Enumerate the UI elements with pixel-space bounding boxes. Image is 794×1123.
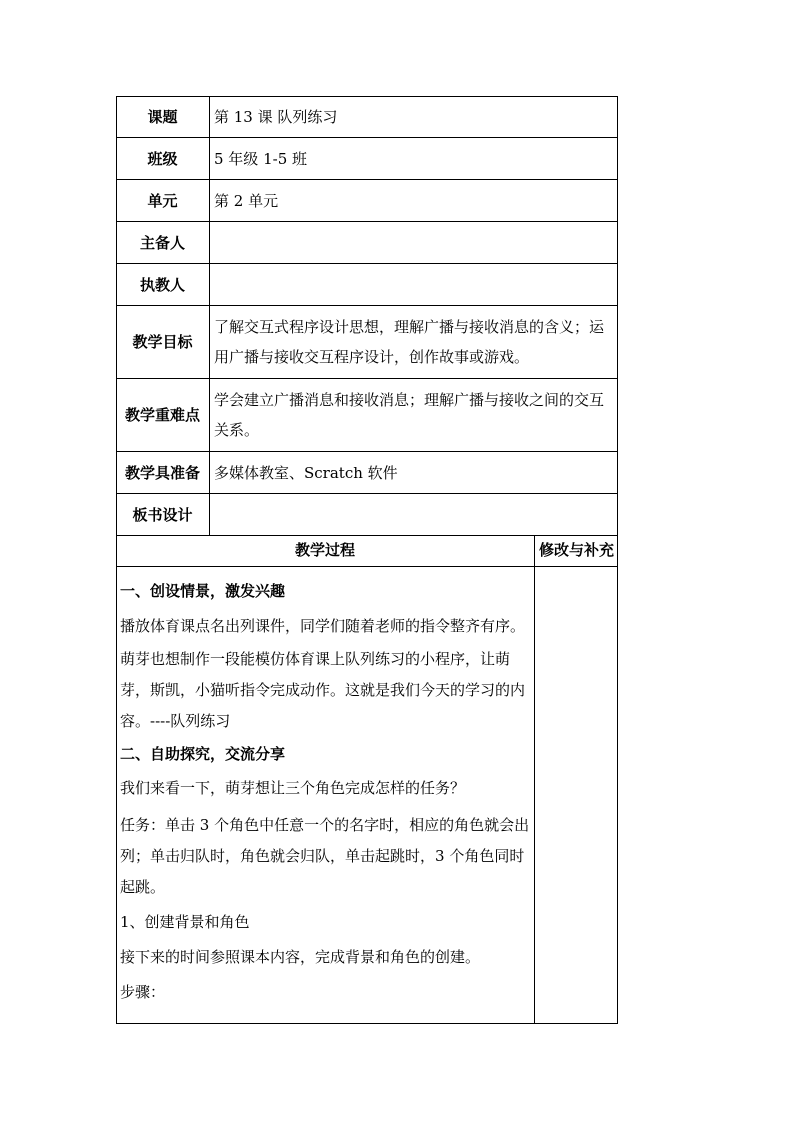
column-divider (209, 96, 210, 536)
row-value-unit: 第 2 单元 (214, 192, 279, 210)
row-divider (116, 493, 618, 494)
row-divider (116, 221, 618, 222)
row-label-materials: 教学具准备 (124, 464, 200, 482)
row-divider (116, 535, 618, 536)
row-value-key-points: 学会建立广播消息和接收消息；理解广播与接收之间的交互关系。 (214, 391, 605, 439)
row-divider (116, 137, 618, 138)
revision-header: 修改与补充 (538, 541, 614, 559)
row-label-board-design: 板书设计 (132, 506, 193, 524)
process-header: 教学过程 (294, 541, 355, 559)
row-divider (116, 179, 618, 180)
row-value-class: 5 年级 1-5 班 (214, 150, 308, 168)
row-value-objectives: 了解交互式程序设计思想，理解广播与接收消息的含义；运用广播与接收交互程序设计，创作故事或游戏。 (214, 318, 605, 366)
section-heading: 一、创设情景，激发兴趣 (120, 582, 286, 600)
section-heading: 二、自助探究，交流分享 (120, 745, 286, 763)
row-divider (116, 566, 618, 567)
row-value-topic: 第 13 课 队列练习 (214, 108, 338, 126)
row-label-teacher: 执教人 (139, 276, 185, 294)
row-label-objectives: 教学目标 (132, 333, 193, 351)
process-paragraph: 1、创建背景和角色 (120, 913, 250, 931)
process-paragraph: 任务：单击 3 个角色中任意一个的名字时，相应的角色就会出列；单击归队时，角色就会归队，单击起跳时，3 个角色同时起跳。 (120, 816, 530, 896)
row-value-materials: 多媒体教室、Scratch 软件 (214, 464, 398, 482)
row-label-preparer: 主备人 (139, 234, 185, 252)
process-paragraph: 接下来的时间参照课本内容，完成背景和角色的创建。 (120, 948, 481, 966)
process-content (120, 576, 534, 1008)
row-label-class: 班级 (147, 150, 178, 168)
process-paragraph: 步骤： (120, 983, 166, 1001)
row-divider (116, 305, 618, 306)
row-label-unit: 单元 (147, 192, 178, 210)
row-divider (116, 263, 618, 264)
process-paragraph: 播放体育课点名出列课件，同学们随着老师的指令整齐有序。 (120, 617, 526, 635)
row-divider (116, 378, 618, 379)
process-paragraph: 我们来看一下，萌芽想让三个角色完成怎样的任务？ (120, 779, 466, 797)
row-label-topic: 课题 (147, 108, 178, 126)
column-divider (534, 535, 535, 1024)
row-label-key-points: 教学重难点 (124, 406, 200, 424)
process-paragraph: 萌芽也想制作一段能模仿体育课上队列练习的小程序，让萌芽，斯凯，小猫听指令完成动作。这就是我们今天的学习的内容。----队列练习 (120, 650, 526, 730)
row-divider (116, 451, 618, 452)
